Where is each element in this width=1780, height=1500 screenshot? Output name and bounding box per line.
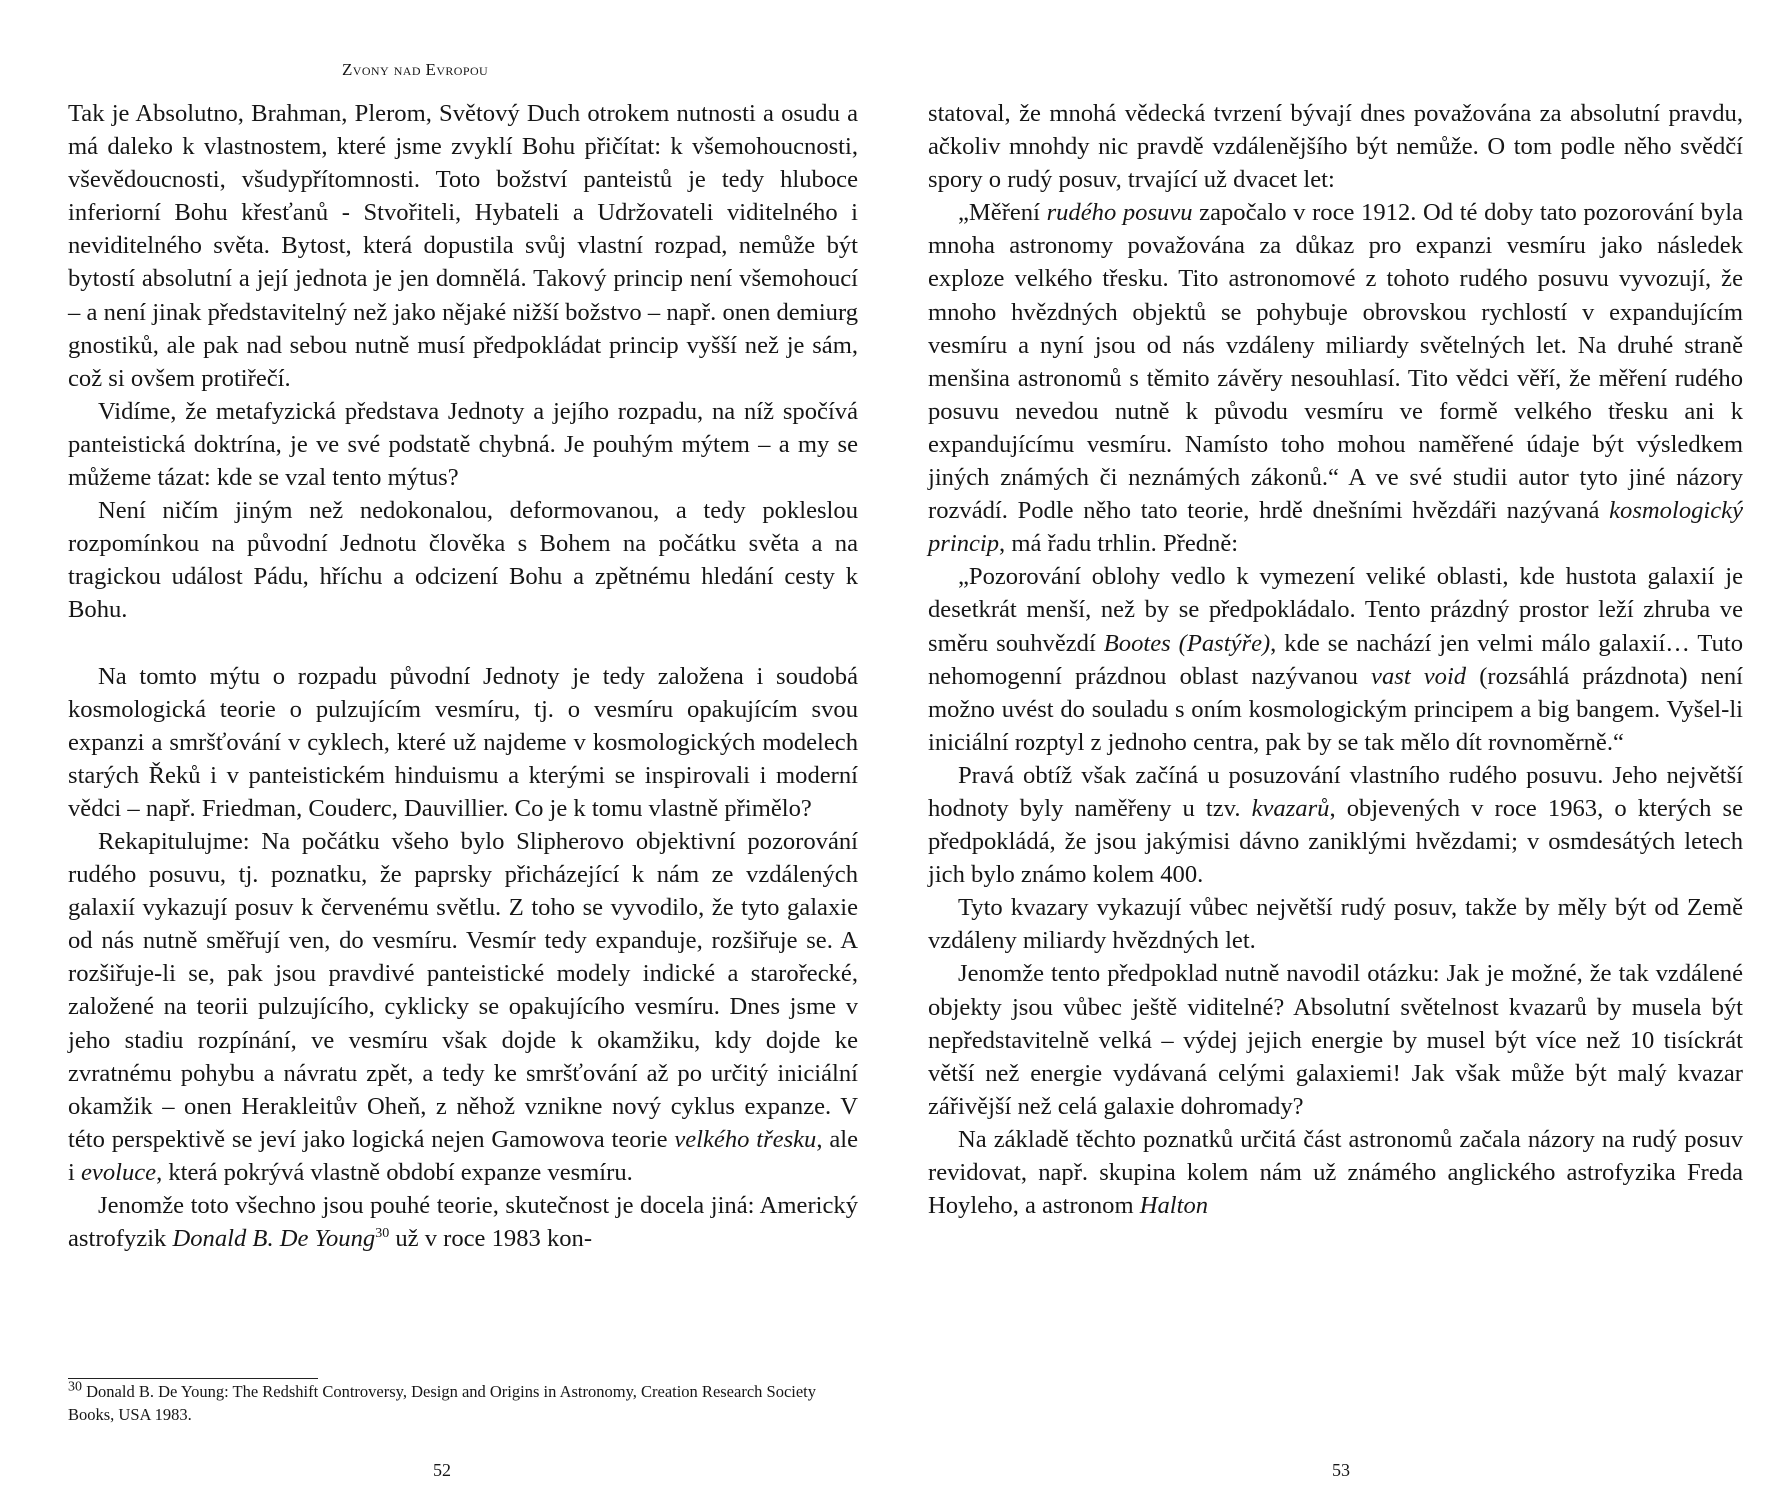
right-page: [890, 0, 1780, 1500]
paragraph-text: , objevených v roce 1963, o kterých se předpokládá, že jsou jakýmisi dávno zaniklými hvězdami; v osmdesátých letech jich bylo známo kolem 400.: [928, 794, 1744, 889]
footnote-ref: 30: [375, 1225, 390, 1241]
left-page-body: [68, 97, 858, 1255]
italic-term: kosmologický princip: [928, 497, 1743, 558]
paragraph: statoval, že mnohá vědecká tvrzení bývají dnes považována za absolutní pravdu, ačkoliv mnohdy nic pravdě vzdálenějšího být nemůže. O tom podle něho svědčí spory o rudý posuv, trvající už dvacet let:: [928, 100, 1743, 194]
italic-term: rudého posuvu: [1046, 199, 1193, 227]
footnote-text: Donald B. De Young: The Redshift Controversy, Design and Origins in Astronomy, Creation Research Society Books, USA 1983.: [68, 1382, 817, 1424]
paragraph-text: , kde se nachází jen velmi málo galaxií… Tuto nehomogenní prázdnou oblast nazývanou: [928, 629, 1744, 690]
paragraph-text: „Měření: [958, 199, 1047, 227]
paragraph-text: započalo v roce 1912. Od té doby tato pozorování byla mnoha astronomy považována za důkaz pro expanzi vesmíru jako následek exploze velkého třesku. Tito astronomové z tohoto rudého posuvu vyvozují, že mnoho hvězdných objektů se pohybuje obrovskou rychlostí v expandujícím vesmíru a nyní jsou od nás vzdáleny miliardy světelných let. Na druhé straně menšina astronomů s těmito závěry nesouhlasí. Tito vědci věří, že měření rudého posuvu nevedou nutně k původu vesmíru ve formě velkého třesku ani k expandujícímu vesmíru. Namísto toho mohou naměřené údaje být výsledkem jiných známých či neznámých zákonů.“ A ve své studii autor tyto jiné názory rozvádí. Podle něho tato teorie, hrdě dnešními hvězdáři nazývaná: [928, 199, 1743, 525]
paragraph: [928, 1123, 1743, 1222]
paragraph: Jenomže tento předpoklad nutně navodil otázku: Jak je možné, že tak vzdálené objekty jsou vůbec ještě viditelné? Absolutní světelnost kvazarů by musela být nepředstavitelně velká – výdej jejich energie by musel být více než 10 tisíckrát větší než energie vydávaná celými galaxiemi! Jak však může být malý kvazar zářivější než celá galaxie dohromady?: [928, 960, 1743, 1120]
paragraph: [68, 1189, 858, 1255]
paragraph: Není ničím jiným než nedokonalou, deformovanou, a tedy pokleslou rozpomínkou na původní Jednotu člověka s Bohem na počátku světa a na tragickou událost Pádu, hříchu a odcizení Bohu a zpětnému hledání cesty k Bohu.: [68, 497, 858, 624]
paragraph-text: , ale i: [68, 1125, 858, 1186]
paragraph: [68, 825, 858, 1189]
italic-term: kvazarů: [1251, 794, 1330, 822]
paragraph-text: (rozsáhlá prázdnota) není možno uvést do souladu s oním kosmologickým principem a big bangem. Vyšel-li iniciální rozptyl z jednoho centra, pak by se tak mělo dít rovnoměrně.“: [928, 662, 1744, 756]
paragraph: Tak je Absolutno, Brahman, Plerom, Světový Duch otrokem nutnosti a osudu a má daleko k vlastnostem, které jsme zvyklí Bohu přičítat: k všemohoucnosti, vševědoucnosti, všudypřítomnosti. Toto božství panteistů je tedy hluboce inferiorní Bohu křesťanů - Stvořiteli, Hybateli a Udržovateli viditelného i neviditelného světa. Bytost, která dopustila svůj vlastní rozpad, nemůže být bytostí absolutní a její jednota je jen domnělá. Takový princip není všemohoucí – a není jinak představitelný než jako nějaké nižší božstvo – např. onen demiurg gnostiků, ale pak nad sebou nutně musí předpokládat princip vyšší než je sám, což si ovšem protiřečí.: [68, 100, 858, 392]
italic-name: Halton: [1139, 1192, 1209, 1220]
paragraph-text: „Pozorování oblohy vedlo k vymezení veliké oblasti, kde hustota galaxií je desetkrát menší, než by se předpokládalo. Tento prázdný prostor leží zhruba ve směru souhvězdí: [928, 563, 1743, 657]
paragraph-text: Na základě těchto poznatků určitá část astronomů začala názory na rudý posuv revidovat, např. skupina kolem nám už známého anglického astrofyzika Freda Hoyleho, a astronom: [928, 1125, 1743, 1220]
italic-term: vast void: [1371, 662, 1467, 690]
italic-term: Bootes (Pastýře): [1103, 629, 1271, 657]
paragraph-text: Jenomže toto všechno jsou pouhé teorie, skutečnost je docela jiná: Americký astrofyzik: [68, 1192, 858, 1253]
running-head: Zvony nad Evropou: [342, 60, 489, 79]
italic-term: velkého třesku: [674, 1125, 817, 1153]
quote-paragraph: [928, 560, 1743, 759]
paragraph-text: , má řadu trhlin. Předně:: [999, 530, 1239, 558]
footnote: [68, 1380, 858, 1426]
right-page-body: [928, 97, 1743, 1222]
page-number: 52: [433, 1460, 451, 1480]
page-number: 53: [1332, 1460, 1350, 1480]
paragraph: Vidíme, že metafyzická představa Jednoty a jejího rozpadu, na níž spočívá panteistická doktrína, je ve své podstatě chybná. Je pouhým mýtem – a my se můžeme tázat: kde se vzal tento mýtus?: [68, 397, 858, 492]
footnote-rule: [68, 1378, 318, 1379]
paragraph-text: , která pokrývá vlastně období expanze vesmíru.: [156, 1158, 633, 1186]
italic-name: Donald B. De Young: [172, 1225, 376, 1253]
italic-term: evoluce: [80, 1158, 157, 1186]
quote-paragraph: [928, 196, 1743, 560]
paragraph: Tyto kvazary vykazují vůbec největší rudý posuv, takže by měly být od Země vzdáleny miliardy hvězdných let.: [928, 894, 1743, 955]
footnote-number: 30: [68, 1379, 82, 1395]
paragraph-text: Pravá obtíž však začíná u posuzování vlastního rudého posuvu. Jeho největší hodnoty byly naměřeny u tzv.: [928, 761, 1743, 822]
paragraph-text: už v roce 1983 kon-: [389, 1225, 593, 1253]
paragraph: [928, 759, 1743, 891]
paragraph: Na tomto mýtu o rozpadu původní Jednoty je tedy založena i soudobá kosmologická teorie o pulzujícím vesmíru, tj. o vesmíru opakujícím svou expanzi a smršťování v cyklech, které už najdeme v kosmologických modelech starých Řeků i v panteistickém hinduismu a kterými se inspirovali i moderní vědci – např. Friedman, Couderc, Dauvillier. Co je k tomu vlastně přimělo?: [68, 662, 858, 822]
paragraph-text: Rekapitulujme: Na počátku všeho bylo Slipherovo objektivní pozorování rudého posuvu, tj. poznatku, že paprsky přicházející k nám ze vzdálených galaxií vykazují posuv k červenému světlu. Z toho se vyvodilo, že tyto galaxie od nás nutně směřují ven, do vesmíru. Vesmír tedy expanduje, rozšiřuje se. A rozšiřuje-li se, pak jsou pravdivé panteistické modely indické a starořecké, založené na teorii pulzujícího, cyklicky se opakujícího vesmíru. Dnes jsme v jeho stadiu rozpínání, ve vesmíru však dojde k okamžiku, kdy dojde ke zvratnému pohybu a návratu zpět, a tedy ke smršťování až po určitý iniciální okamžik – onen Herakleitův Oheň, z něhož vznikne nový cyklus expanze. V této perspektivě se jeví jako logická nejen Gamowova teorie: [68, 827, 858, 1153]
